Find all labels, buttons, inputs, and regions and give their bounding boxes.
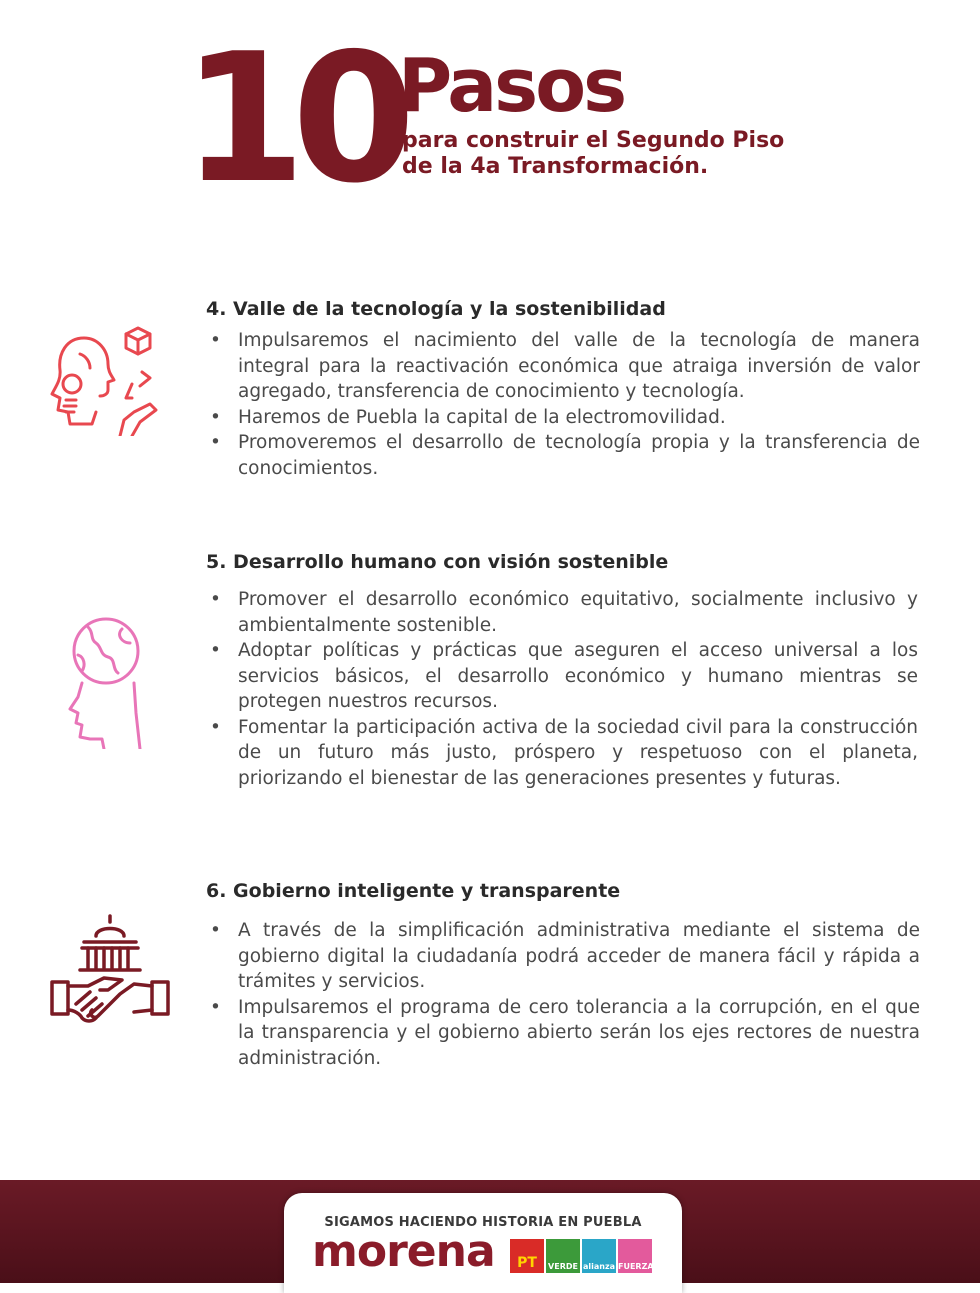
bullet-list <box>206 918 920 1071</box>
header-subtitle <box>402 128 784 180</box>
government-handshake-icon <box>48 914 172 1032</box>
header-number: 10 <box>182 15 402 222</box>
technology-robot-icon <box>46 324 162 436</box>
section-heading: 6. Gobierno inteligente y transparente <box>206 880 621 902</box>
list-item: • A través de la simplificación administrativa mediante el sistema de gobierno digital la ciudadanía podrá acceder de manera fácil y rápida a trámites y servicios. <box>206 918 920 995</box>
party-badge <box>284 1193 682 1293</box>
list-item: • Promover el desarrollo económico equitativo, socialmente inclusivo y ambientalmente sostenible. <box>206 587 918 638</box>
verde-logo: VERDE <box>546 1239 580 1273</box>
list-item: • Impulsaremos el nacimiento del valle de la tecnología de manera integral para la reactivación económica que atraiga inversión de valor agregado, transferencia de conocimiento y tecnología. <box>206 328 920 405</box>
globe-head-icon <box>60 613 150 749</box>
bullet-list <box>206 328 920 481</box>
header-title: Pasos <box>398 43 625 129</box>
morena-logo: morena <box>312 1226 495 1277</box>
alianza-logo: alianza <box>582 1239 616 1273</box>
list-item: • Impulsaremos el programa de cero tolerancia a la corrupción, en el que la transparencia y el gobierno abierto serán los ejes rectores de nuestra administración. <box>206 995 920 1072</box>
campaign-tagline: SIGAMOS HACIENDO HISTORIA EN PUEBLA <box>324 1215 642 1230</box>
list-item: • Fomentar la participación activa de la sociedad civil para la construcción de un futuro más justo, próspero y respetuoso con el planeta, priorizando el bienestar de las generaciones presentes y futuras. <box>206 715 918 792</box>
list-item: • Promoveremos el desarrollo de tecnología propia y la transferencia de conocimientos. <box>206 430 920 481</box>
section-heading: 5. Desarrollo humano con visión sostenible <box>206 551 669 573</box>
subtitle-line-1: para construir el Segundo Piso <box>402 128 785 153</box>
list-item: • Adoptar políticas y prácticas que aseguren el acceso universal a los servicios básicos, el desarrollo económico y humano mientras se protegen nuestros recursos. <box>206 638 918 715</box>
list-item: • Haremos de Puebla la capital de la electromovilidad. <box>206 405 920 431</box>
bullet-list <box>206 587 918 791</box>
page-header <box>0 0 980 222</box>
subtitle-line-2: de la 4a Transformación. <box>402 154 709 179</box>
pt-logo: PT <box>510 1239 544 1273</box>
fuerza-logo: FUERZA <box>618 1239 652 1273</box>
section-heading: 4. Valle de la tecnología y la sostenibilidad <box>206 298 666 320</box>
